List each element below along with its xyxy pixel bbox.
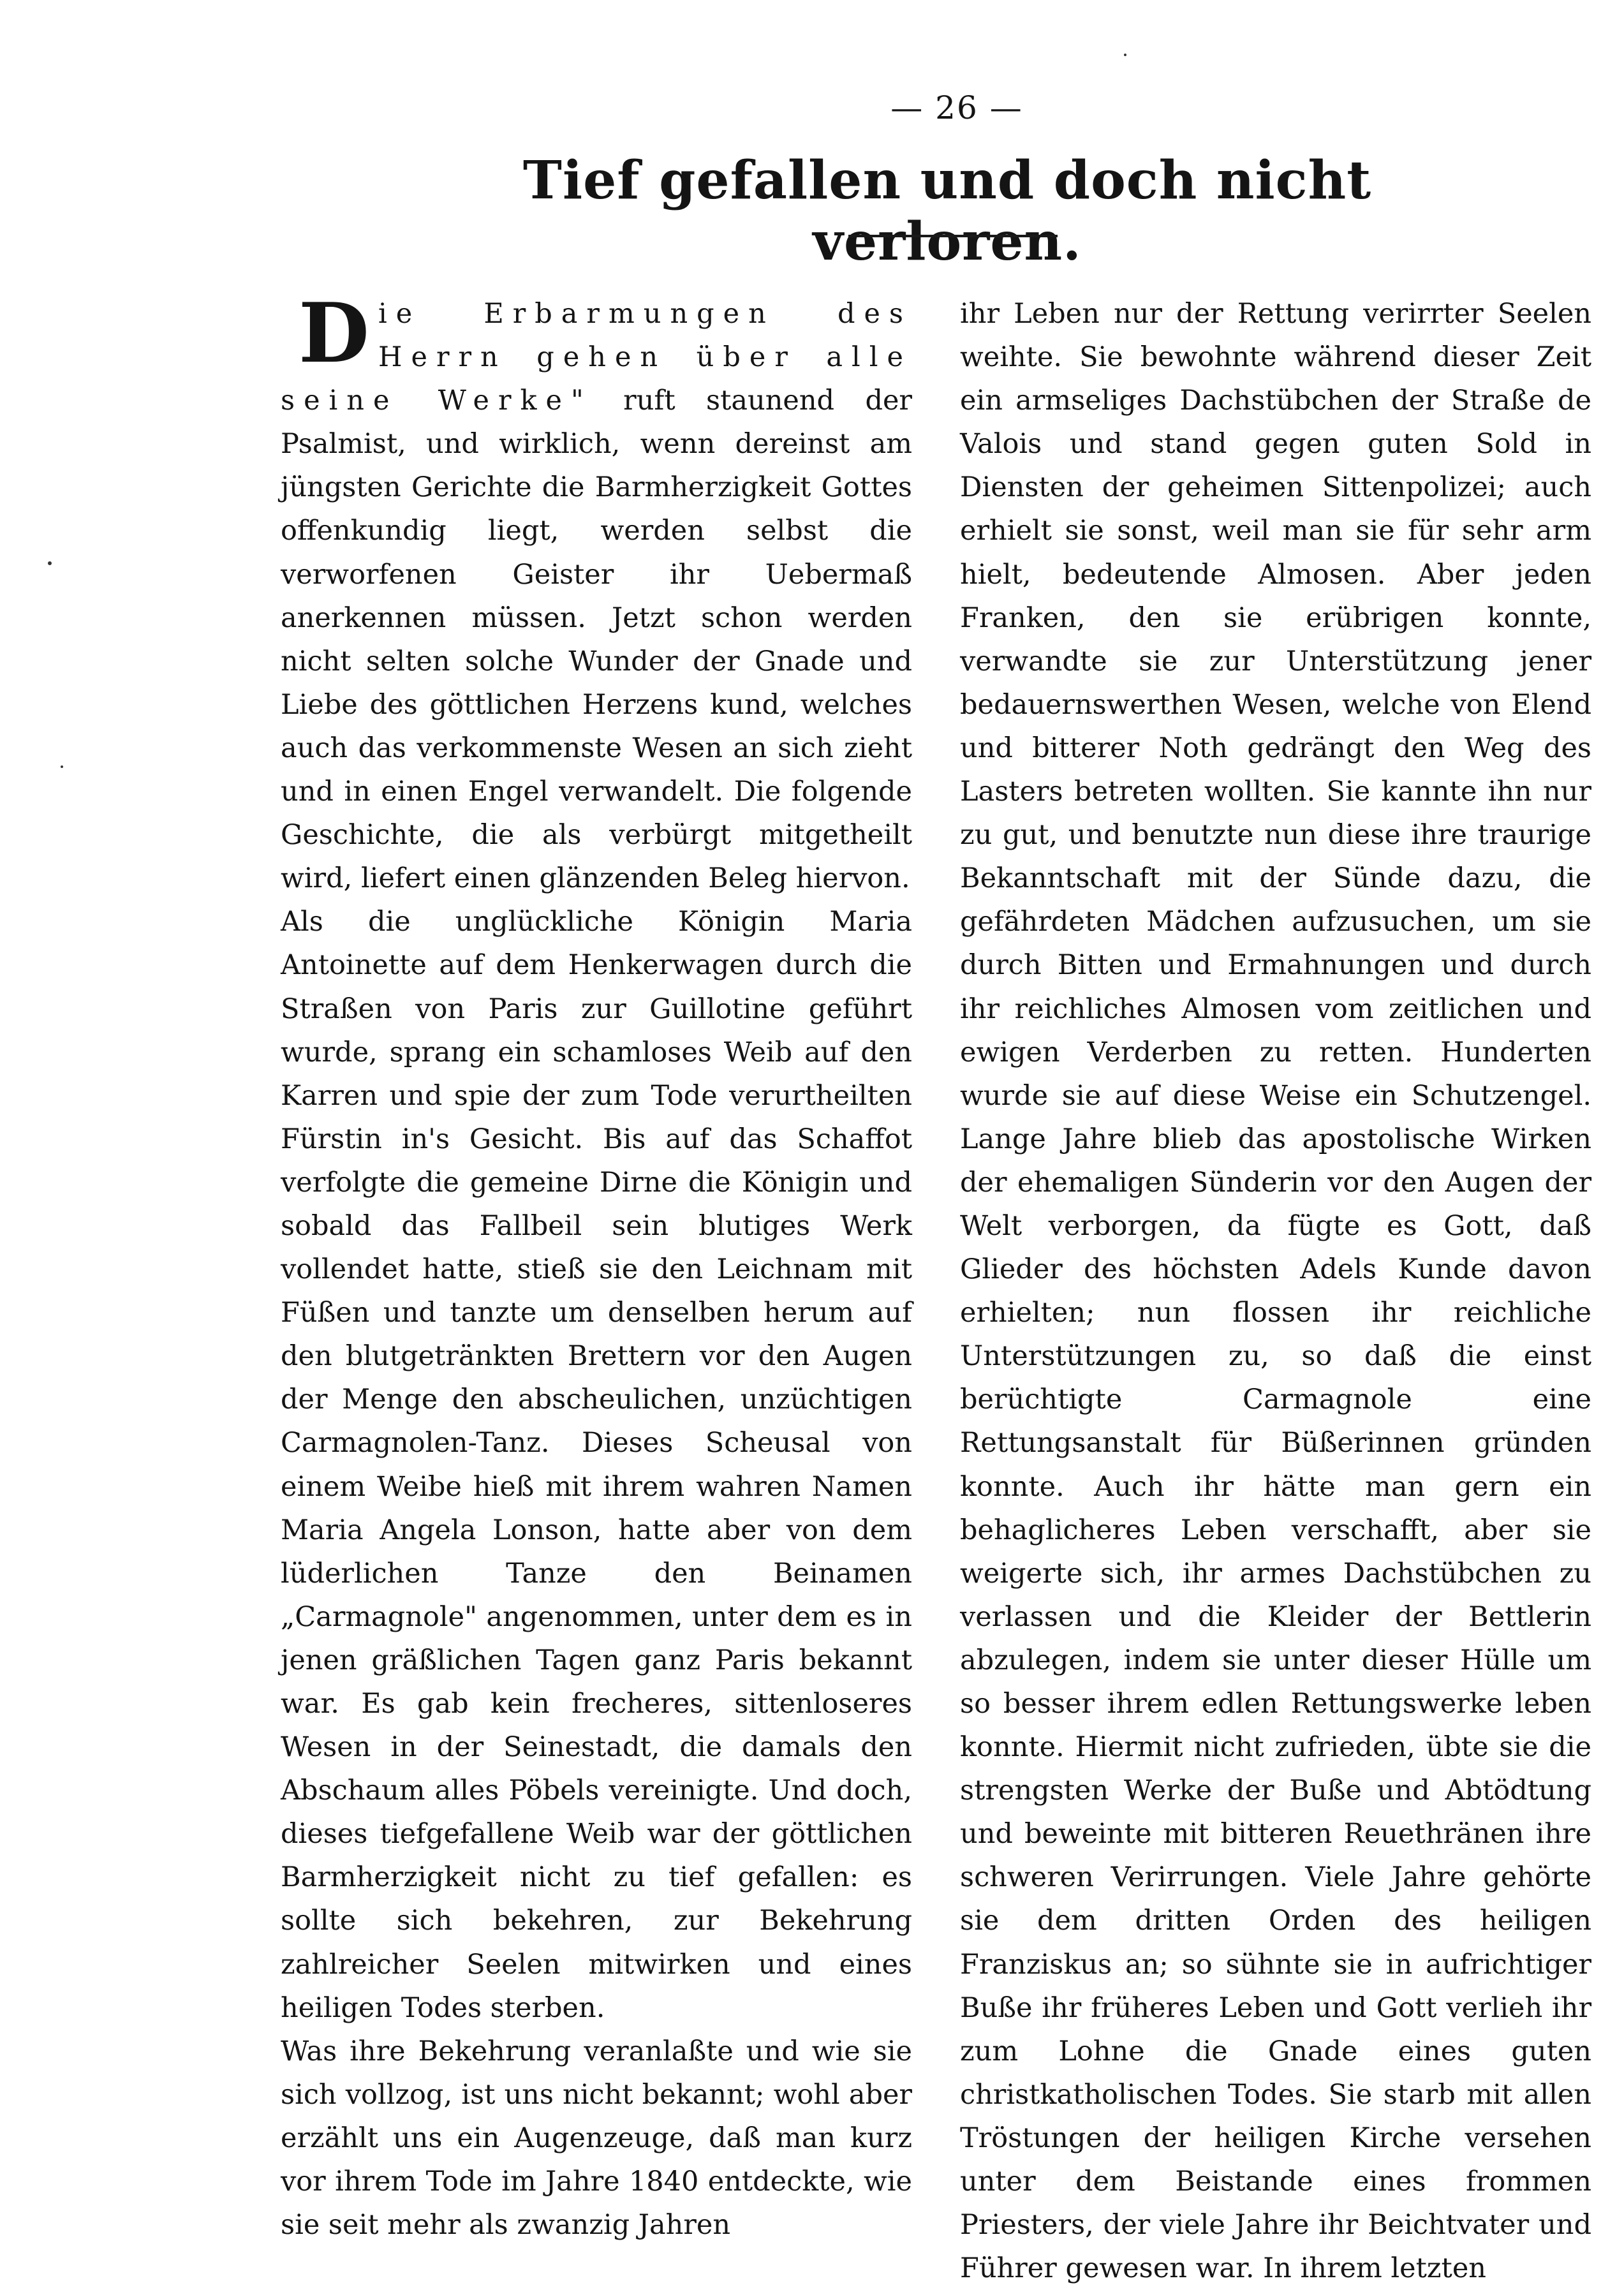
paragraph-2: Als die unglückliche Königin Maria Antoinette auf dem Henkerwagen durch die Straßen von Paris zur Guillotine geführt wurde, sprang ein schamloses Weib auf den Karren und spie der zum Tode verurtheilten Fürstin in's Gesicht. Bis auf das Schaffot verfolgte die gemeine Dirne die Königin und sobald das Fallbeil sein blutiges Werk vollendet hatte, stieß sie den Leichnam mit Füßen und tanzte um denselben herum auf den blutgetränkten Brettern vor den Augen der Menge den abscheulichen, unzüchtigen Carmagnolen-Tanz. Dieses Scheusal von einem Weibe hieß mit ihrem wahren Namen Maria Angela Lonson, hatte aber von dem lüderlichen Tanze den Beinamen „Carmagnole" angenommen, unter dem es in jenen gräßlichen Tagen ganz Paris bekannt war. Es gab kein frecheres, sittenloseres Wesen in der Seinestadt, die damals den Abschaum alles Pöbels vereinigte. Und doch, dieses tiefgefallene Weib war der göttlichen Barmherzigkeit nicht zu tief gefallen: es sollte sich bekehren, zur Bekehrung zahlreicher Seelen mitwirken und eines heiligen Todes sterben. bbox=[281, 906, 912, 2024]
drop-cap: D bbox=[299, 286, 369, 381]
paragraph-3: Was ihre Bekehrung veranlaßte und wie sie sich vollzog, ist uns nicht bekannt; wohl aber erzählt uns ein Augenzeuge, daß man kurz vor ihrem Tode im Jahre 1840 entdeckte, wie sie seit mehr als zwanzig Jahren bbox=[281, 2035, 912, 2242]
article-title: Tief gefallen und doch nicht verloren. bbox=[522, 150, 1372, 272]
right-column bbox=[960, 292, 1591, 2290]
print-speck bbox=[48, 561, 52, 565]
page-number: — 26 — bbox=[890, 89, 1023, 126]
title-divider bbox=[848, 235, 1058, 237]
opening-quote: ie Erbarmungen des Herrn gehen über alle seine Werke" bbox=[281, 298, 912, 417]
paragraph-4: ihr Leben nur der Rettung verirrter Seelen weihte. Sie bewohnte während dieser Zeit ein armseliges Dachstübchen der Straße de Valois und stand gegen guten Sold in Diensten der geheimen Sittenpolizei; auch erhielt sie sonst, weil man sie für sehr arm hielt, bedeutende Almosen. Aber jeden Franken, den sie erübrigen konnte, verwandte sie zur Unterstützung jener bedauernswerthen Wesen, welche von Elend und bitterer Noth gedrängt den Weg des Lasters betreten wollten. Sie kannte ihn nur zu gut, und benutzte nun diese ihre traurige Bekanntschaft mit der Sünde dazu, die gefährdeten Mädchen aufzusuchen, um sie durch Bitten und Ermahnungen und durch ihr reichliches Almosen vom zeitlichen und ewigen Verderben zu retten. Hunderten wurde sie auf diese Weise ein Schutzengel. Lange Jahre blieb das apostolische Wirken der ehemaligen Sünderin vor den Augen der Welt verborgen, da fügte es Gott, daß Glieder des höchsten Adels Kunde davon erhielten; nun flossen ihr reichliche Unterstützungen zu, so daß die einst berüchtigte Carmagnole eine Rettungsanstalt für Büßerinnen gründen konnte. Auch ihr hätte man gern ein behaglicheres Leben verschafft, aber sie weigerte sich, ihr armes Dachstübchen zu verlassen und die Kleider der Bettlerin abzulegen, indem sie unter dieser Hülle um so besser ihrem edlen Rettungswerke leben konnte. Hiermit nicht zufrieden, übte sie die strengsten Werke der Buße und Abtödtung und beweinte mit bitteren Reuethränen ihre schweren Verirrungen. Viele Jahre gehörte sie dem dritten Orden des heiligen Franziskus an; so sühnte sie in aufrichtiger Buße ihr früheres Leben und Gott verlieh ihr zum Lohne die Gnade eines guten christkatholischen Todes. Sie starb mit allen Tröstungen der heiligen Kirche versehen unter dem Beistande eines frommen Priesters, der viele Jahre ihr Beichtvater und Führer gewesen war. In ihrem letzten bbox=[960, 298, 1591, 2285]
print-speck bbox=[1124, 54, 1126, 56]
print-speck bbox=[61, 765, 63, 768]
paragraph-1 bbox=[281, 286, 912, 900]
paragraph-1-text: ruft staunend der Psalmist, und wirklich, wenn dereinst am jüngsten Gerichte die Barmherzigkeit Gottes offenkundig liegt, werden selbst die verworfenen Geister ihr Uebermaß anerkennen müssen. Jetzt schon werden nicht selten solche Wunder der Gnade und Liebe des göttlichen Herzens kund, welches auch das verkommenste Wesen an sich zieht und in einen Engel verwandelt. Die folgende Geschichte, die als verbürgt mitgetheilt wird, liefert einen glänzenden Beleg hiervon. bbox=[281, 385, 912, 895]
left-column bbox=[281, 286, 912, 2247]
